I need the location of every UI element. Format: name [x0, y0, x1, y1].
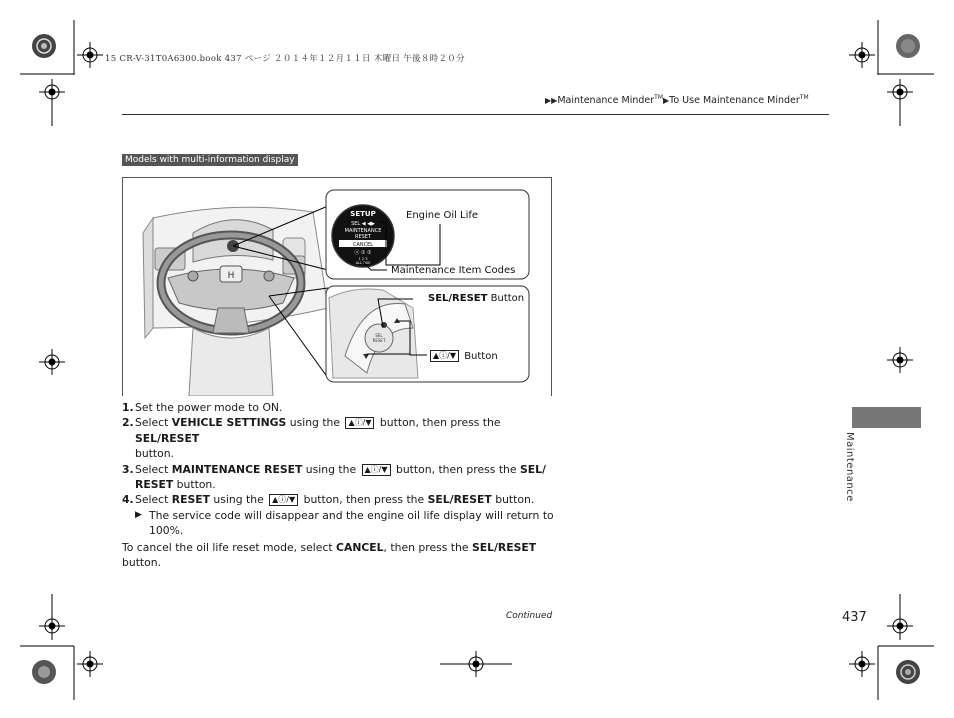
step-number: 1.: [122, 401, 134, 414]
step-text: button.: [173, 478, 216, 492]
arrow-button-label: [428, 350, 498, 362]
step-2: [122, 415, 562, 461]
step-4: [122, 492, 562, 507]
sel-reset-bold: SEL/RESET: [428, 293, 488, 304]
sel-reset-term: SEL/: [519, 462, 546, 476]
result-note-text: The service code will disappear and the engine oil life display will return to 100%.: [149, 508, 554, 538]
sel-reset-button-label: [428, 293, 524, 304]
tm-mark: TM: [799, 94, 809, 101]
step-text: button, then press the: [392, 462, 520, 476]
result-arrow-icon: ▶: [135, 509, 142, 520]
breadcrumb: [545, 94, 809, 106]
step-text: button.: [135, 447, 175, 461]
breadcrumb-part1[interactable]: Maintenance Minder: [557, 95, 655, 107]
display-setup: SETUP: [350, 210, 376, 218]
step-1: [122, 400, 562, 415]
result-note: [122, 508, 562, 539]
sel-reset-term: SEL/RESET: [135, 431, 200, 445]
info-arrow-button-icon: ▲ⓘ/▼: [362, 464, 391, 476]
sel-reset-suffix: Button: [490, 293, 525, 304]
step-number: 2.: [122, 416, 134, 430]
button-label-sel: SEL: [375, 333, 383, 338]
arrow-button-suffix: Button: [464, 351, 498, 362]
display-small2: ALL DUE: [355, 261, 371, 265]
sel-reset-term: SEL/RESET: [471, 540, 537, 554]
step-text: button, then press the: [300, 493, 428, 507]
step-text: using the: [209, 493, 268, 507]
reset-term: RESET: [171, 493, 210, 507]
step-text: button, then press the: [376, 416, 501, 430]
step-3: [122, 462, 562, 493]
print-header: 15 CR-V-31T0A6300.book 437 ページ ２０１４年１２月１１日 木曜日 午後８時２０分: [105, 54, 465, 64]
svg-text:H: H: [227, 271, 235, 281]
double-arrow-icon: ▶▶: [545, 96, 558, 106]
section-tab-label[interactable]: Maintenance: [844, 432, 855, 502]
display-small: 1 2 3: [358, 257, 368, 261]
step-text: Set the power mode to ON.: [135, 401, 283, 414]
step-text: using the: [302, 462, 360, 476]
display-row2: SEL ◀ ◀▶: [351, 221, 375, 227]
step-text: Select: [135, 462, 172, 476]
cancel-note: [122, 540, 562, 571]
cancel-term: CANCEL: [336, 540, 384, 554]
display-cancel: CANCEL: [352, 242, 374, 248]
cancel-text: To cancel the oil life reset mode, select: [122, 540, 337, 554]
step-text: Select: [135, 416, 172, 430]
sel-reset-term: RESET: [135, 478, 174, 492]
maintenance-reset-term: MAINTENANCE RESET: [171, 462, 303, 476]
cancel-text: , then press the: [383, 540, 472, 554]
info-arrow-button-icon: ▲ⓘ/▼: [430, 350, 459, 362]
tm-mark: TM: [654, 94, 663, 101]
page-number: 437: [842, 610, 867, 625]
display-maintenance: MAINTENANCE: [344, 228, 382, 234]
sel-reset-term: SEL/RESET: [427, 493, 492, 507]
step-text: using the: [286, 416, 344, 430]
info-arrow-button-icon: ▲ⓘ/▼: [345, 417, 374, 429]
step-text: button.: [491, 493, 535, 507]
maintenance-item-codes-label: Maintenance Item Codes: [391, 265, 516, 276]
display-reset: RESET: [354, 234, 372, 240]
dashboard-illustration: [123, 178, 551, 396]
vehicle-settings-term: VEHICLE SETTINGS: [171, 416, 287, 430]
engine-oil-life-label: Engine Oil Life: [406, 210, 479, 221]
breadcrumb-part2[interactable]: To Use Maintenance Minder: [669, 95, 800, 107]
model-tag: Models with multi-information display: [122, 154, 298, 166]
header-rule: [122, 114, 829, 115]
step-text: Select: [135, 493, 172, 507]
display-code: ⓐ ① ①: [354, 250, 372, 256]
instruction-steps: [122, 400, 562, 570]
arrow-icon: ▶: [663, 96, 670, 106]
step-number: 3.: [122, 462, 134, 476]
section-tab[interactable]: [852, 407, 921, 428]
button-label-reset: RESET: [372, 338, 386, 343]
steering-wheel-figure: [122, 177, 552, 396]
continued-label: Continued: [506, 611, 553, 621]
info-arrow-button-icon: ▲ⓘ/▼: [269, 494, 298, 506]
cancel-text: button.: [122, 556, 162, 570]
step-number: 4.: [122, 493, 134, 507]
